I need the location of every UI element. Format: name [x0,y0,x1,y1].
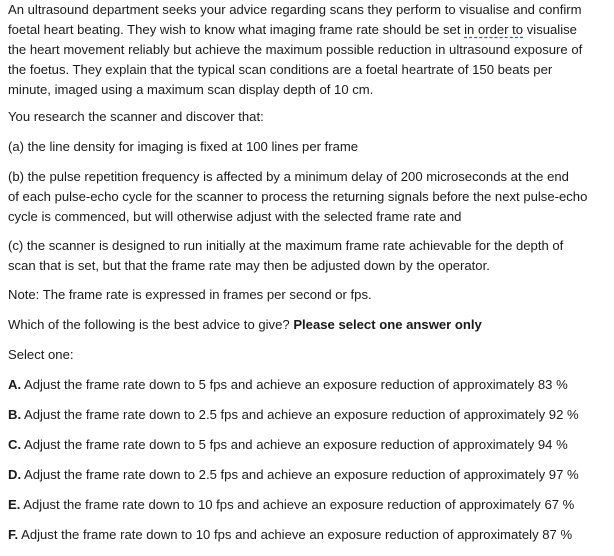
option-f[interactable] [8,525,572,545]
option-letter: A. [8,377,22,392]
option-letter: E. [8,497,21,512]
option-letter: D. [8,467,22,482]
note: Note: The frame rate is expressed in frames per second or fps. [8,287,372,302]
question-emphasis: Please select one answer only [293,317,482,332]
option-text: Adjust the frame rate down to 10 fps and achieve an exposure reduction of approximately 87 % [18,527,573,542]
intro-line-1: An ultrasound department seeks your advice regarding scans they perform to visualise and confirm [8,2,582,17]
option-text: Adjust the frame rate down to 10 fps and achieve an exposure reduction of approximately 67 % [20,497,575,512]
option-text: Adjust the frame rate down to 2.5 fps and achieve an exposure reduction of approximately 92 % [21,407,579,422]
point-b [8,167,587,227]
point-b-line-3: cycle is commenced, but will otherwise adjust with the selected frame rate and [8,209,462,224]
select-one-label: Select one: [8,347,74,362]
option-c[interactable] [8,435,568,455]
intro-line-3: the heart movement reliably but achieve the maximum possible reduction in ultrasound exposure of [8,42,583,57]
intro-paragraph [8,0,582,100]
question-text: Which of the following is the best advice to give? [8,317,294,332]
point-c [8,236,563,276]
option-b[interactable] [8,405,579,425]
option-text: Adjust the frame rate down to 2.5 fps and achieve an exposure reduction of approximately 97 % [21,467,579,482]
point-a: (a) the line density for imaging is fixed at 100 lines per frame [8,139,359,154]
question-prompt [8,315,482,335]
grammar-flag: in order to [464,22,524,37]
option-text: Adjust the frame rate down to 5 fps and achieve an exposure reduction of approximately 83 % [21,377,568,392]
research-line: You research the scanner and discover that: [8,109,264,124]
option-e[interactable] [8,495,574,515]
option-a[interactable] [8,375,568,395]
point-b-line-1: (b) the pulse repetition frequency is affected by a minimum delay of 200 microseconds at the end [8,169,569,184]
intro-line-2-end: visualise [523,22,577,37]
intro-line-2-start: foetal heart beating. They wish to know what imaging frame rate should be set [8,22,465,37]
option-letter: F. [8,527,19,542]
option-letter: B. [8,407,22,422]
intro-line-2 [8,20,582,40]
option-letter: C. [8,437,22,452]
option-d[interactable] [8,465,579,485]
point-c-line-2: scan that is set, but that the frame rate may then be adjusted down by the operator. [8,258,490,273]
intro-line-5: minute, imaged using a maximum scan display depth of 10 cm. [8,82,374,97]
intro-line-4: the foetus. They explain that the typical scan conditions are a foetal heartrate of 150 beats per [8,62,553,77]
option-text: Adjust the frame rate down to 5 fps and achieve an exposure reduction of approximately 94 % [21,437,568,452]
point-b-line-2: of each pulse-echo cycle for the scanner to process the returning signals before the next pulse-echo [8,189,588,204]
point-c-line-1: (c) the scanner is designed to run initially at the maximum frame rate achievable for the depth of [8,238,564,253]
